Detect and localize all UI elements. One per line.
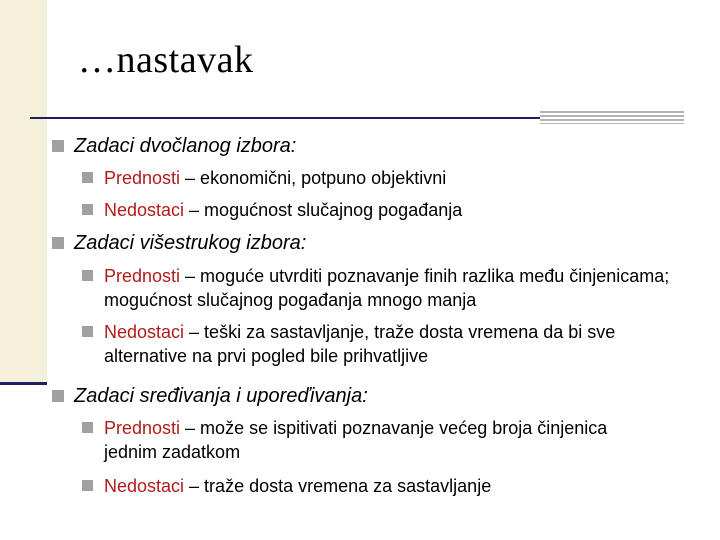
- item-term: Nedostaci: [104, 476, 185, 496]
- item-text: – teški za sastavljanje, traže dosta vremena da bi sve alternative na prvi pogled bile prihvatljive: [104, 322, 616, 366]
- item-term: Nedostaci: [104, 200, 185, 220]
- section-heading: Zadaci sređivanja i uporeďivanja:: [74, 385, 368, 407]
- list-item: [104, 474, 704, 498]
- item-term: Prednosti: [104, 168, 181, 188]
- bullet-square-icon: [82, 270, 93, 281]
- item-term: Nedostaci: [104, 322, 185, 342]
- bullet-square-icon: [52, 237, 64, 249]
- bullet-square-icon: [82, 422, 93, 433]
- item-term: Prednosti: [104, 266, 181, 286]
- item-text: – traže dosta vremena za sastavljanje: [184, 476, 492, 496]
- item-term: Prednosti: [104, 418, 181, 438]
- section-heading: Zadaci dvočlanog izbora:: [74, 135, 297, 157]
- list-item: [104, 264, 694, 312]
- list-item: [104, 416, 644, 464]
- bullet-square-icon: [82, 480, 93, 491]
- item-text: – mogućnost slučajnog pogađanja: [184, 200, 463, 220]
- list-item: [104, 320, 694, 368]
- list-item: [104, 166, 704, 190]
- list-item: [104, 198, 704, 222]
- item-text: – može se ispitivati poznavanje većeg broja činjenica jednim zadatkom: [104, 418, 608, 462]
- bullet-square-icon: [82, 204, 93, 215]
- bullet-square-icon: [52, 140, 64, 152]
- item-text: – moguće utvrditi poznavanje finih razlika među činjenicama; mogućnost slučajnog pogađanja mnogo manja: [104, 266, 670, 310]
- bullet-square-icon: [82, 172, 93, 183]
- bullet-square-icon: [82, 326, 93, 337]
- item-text: – ekonomični, potpuno objektivni: [180, 168, 447, 188]
- bullet-square-icon: [52, 390, 64, 402]
- section-heading: Zadaci višestrukog izbora:: [74, 232, 307, 254]
- slide-title: …nastavak: [78, 39, 254, 81]
